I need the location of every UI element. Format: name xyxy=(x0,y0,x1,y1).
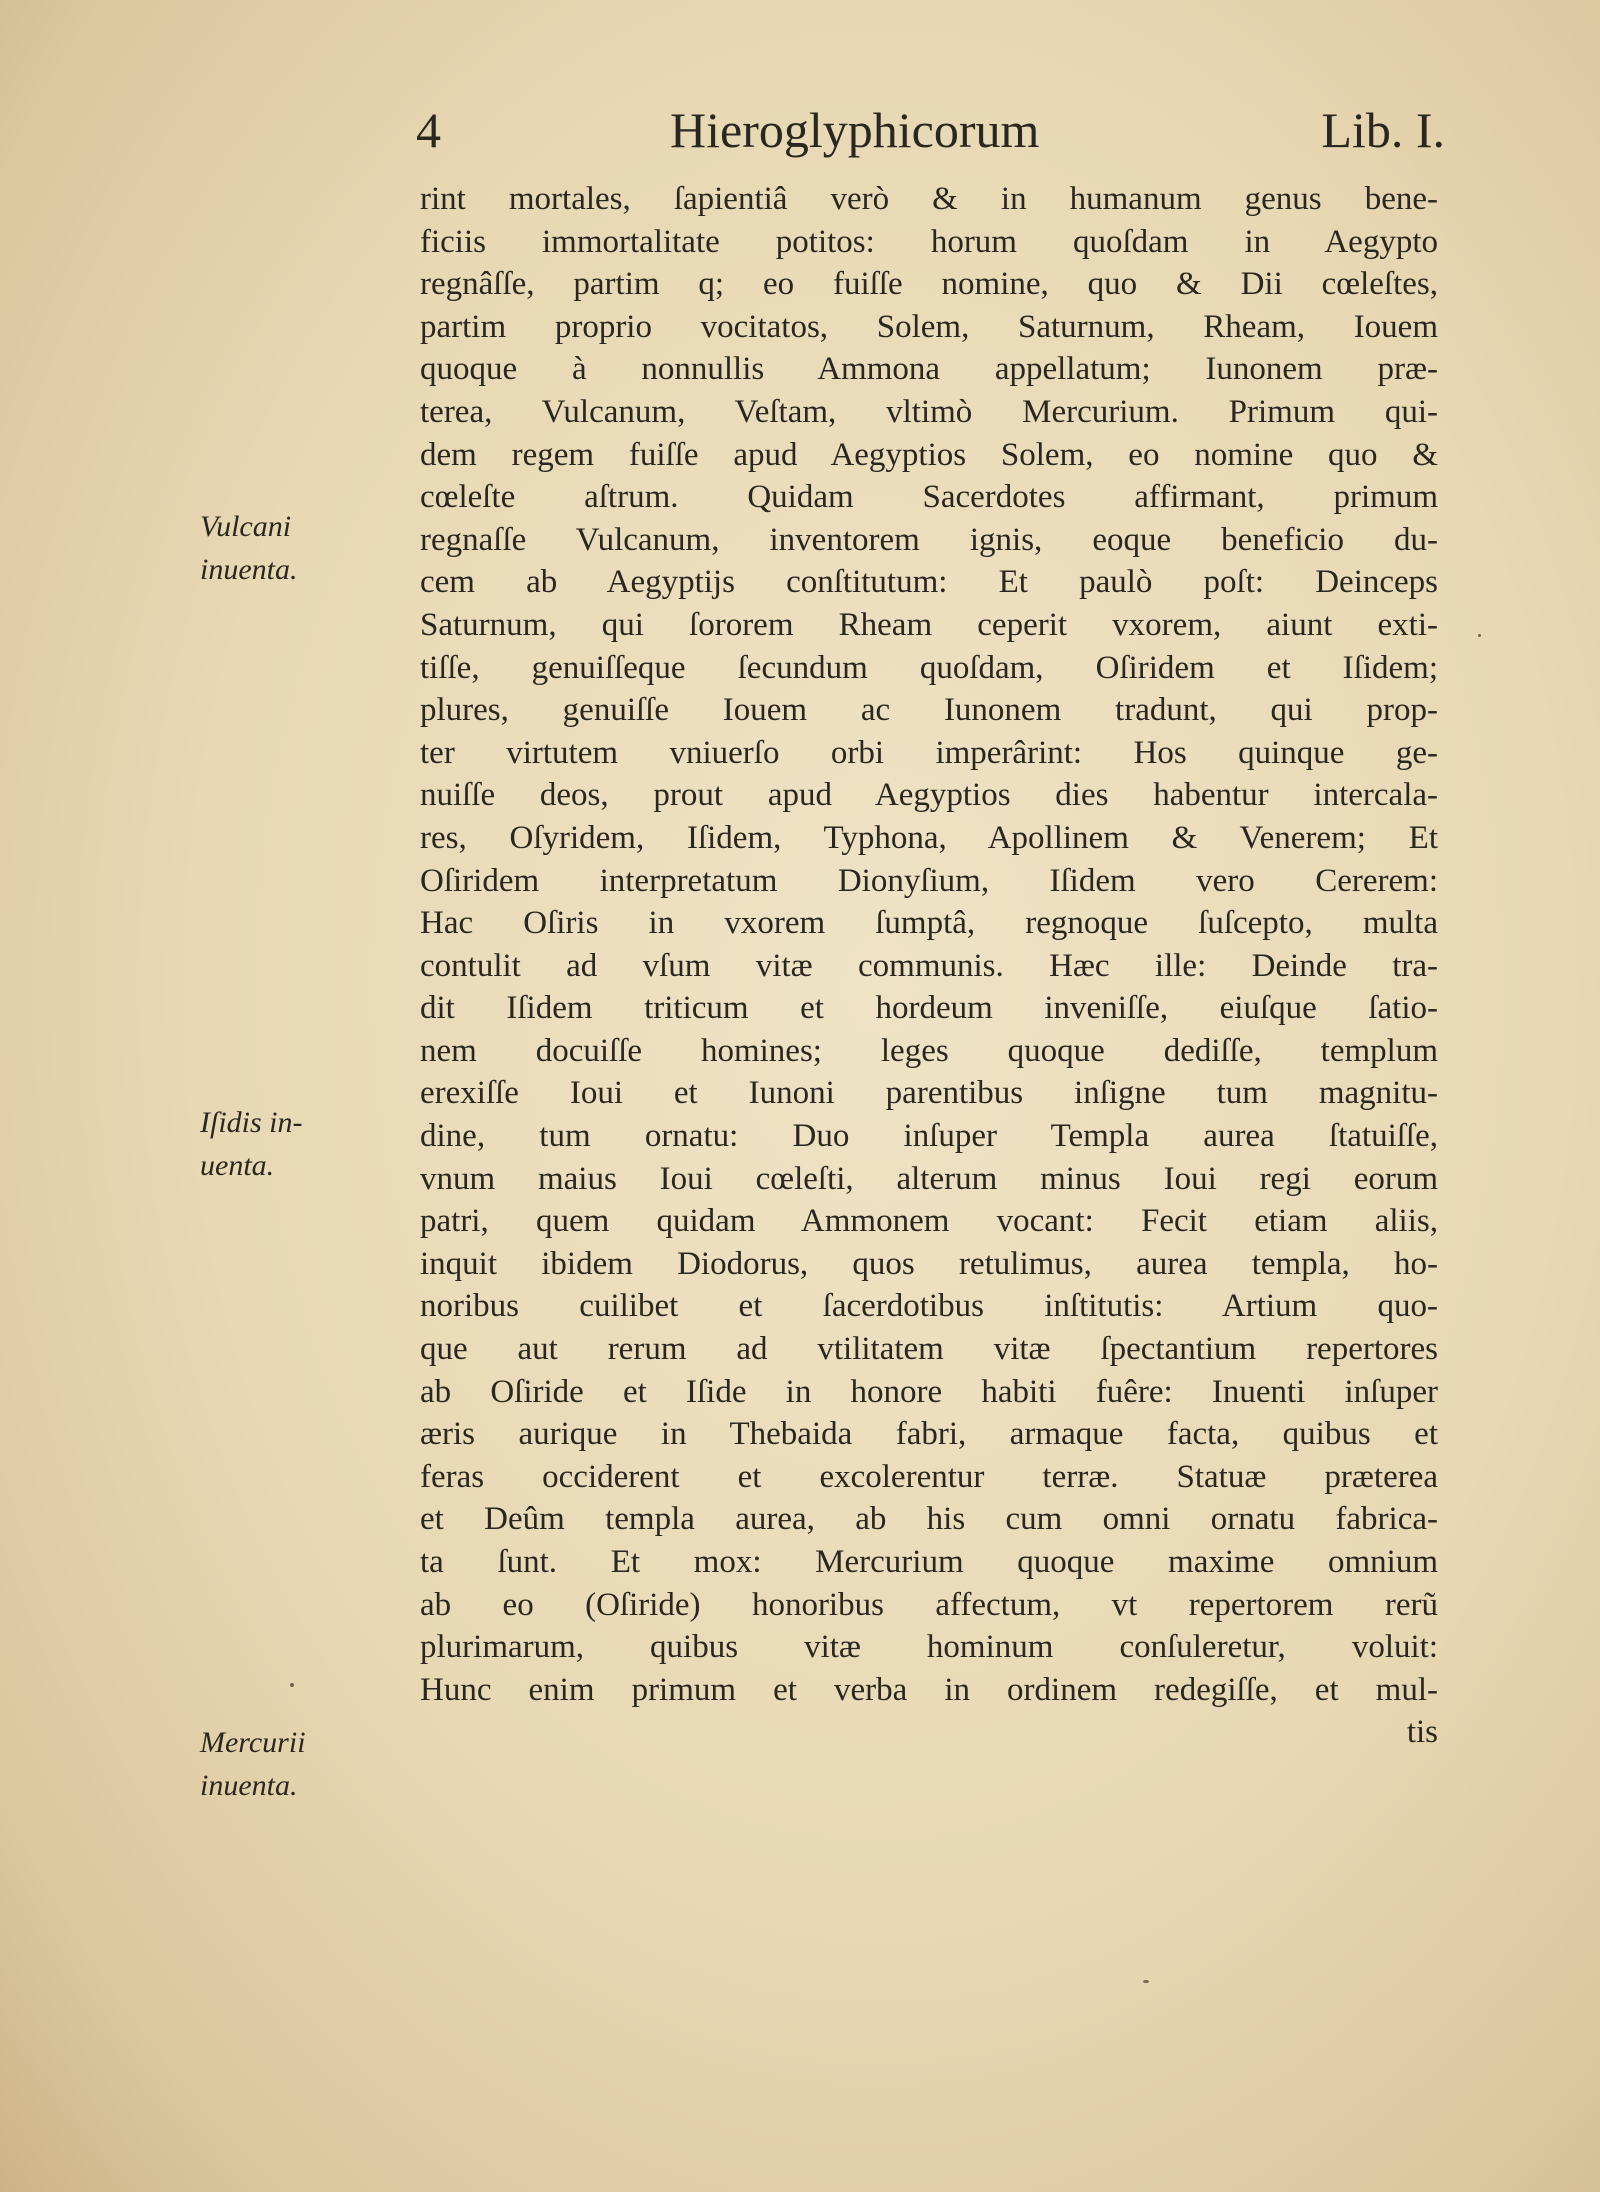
text-line: Saturnum, qui ſororem Rheam ceperit vxorem, aiunt exti- xyxy=(420,606,1438,643)
text-line: res, Oſyridem, Iſidem, Typhona, Apollinem & Venerem; Et xyxy=(420,819,1438,856)
text-line: regnaſſe Vulcanum, inventorem ignis, eoque beneficio du- xyxy=(420,521,1438,558)
paper-speck xyxy=(290,1683,294,1687)
margin-note-mercury xyxy=(200,1722,410,1807)
text-line: Hunc enim primum et verba in ordinem redegiſſe, et mul- xyxy=(420,1671,1438,1708)
book-part: Lib. I. xyxy=(1321,102,1445,158)
text-line: dine, tum ornatu: Duo inſuper Templa aurea ſtatuiſſe, xyxy=(420,1118,1438,1155)
text-line: Hac Oſiris in vxorem ſumptâ, regnoque ſuſcepto, multa xyxy=(420,905,1438,942)
text-line: patri, quem quidam Ammonem vocant: Fecit etiam aliis, xyxy=(420,1203,1438,1240)
text-line: dem regem fuiſſe apud Aegyptios Solem, eo nomine quo & xyxy=(420,436,1438,473)
text-line: ab eo (Oſiride) honoribus affectum, vt repertorem rerũ xyxy=(420,1586,1438,1623)
text-line: terea, Vulcanum, Veſtam, vltimò Mercurium. Primum qui- xyxy=(420,393,1438,430)
margin-note-line: Iſidis in- xyxy=(200,1106,303,1139)
text-line: tiſſe, genuiſſeque ſecundum quoſdam, Oſiridem et Iſidem; xyxy=(420,649,1438,686)
text-line: ta ſunt. Et mox: Mercurium quoque maxime omnium xyxy=(420,1544,1438,1580)
text-line: contulit ad vſum vitæ communis. Hæc ille: Deinde tra- xyxy=(420,947,1438,984)
text-line: nem docuiſſe homines; leges quoque dediſſe, templum xyxy=(420,1032,1438,1069)
margin-note-line: Vulcani xyxy=(200,510,292,543)
margin-note-line: inuenta. xyxy=(200,552,298,586)
text-line: cem ab Aegyptijs conſtitutum: Et paulò poſt: Deinceps xyxy=(420,564,1438,601)
text-line: et Deûm templa aurea, ab his cum omni ornatu fabrica- xyxy=(420,1501,1438,1538)
text-line: cœleſte aſtrum. Quidam Sacerdotes affirmant, primum xyxy=(420,479,1438,516)
text-line: dit Iſidem triticum et hordeum inveniſſe, eiuſque ſatio- xyxy=(420,990,1438,1027)
text-line: rint mortales, ſapientiâ verò & in humanum genus bene- xyxy=(420,181,1438,217)
margin-note-vulcan xyxy=(200,506,410,591)
margin-note-line: Mercurii xyxy=(200,1726,306,1759)
page-number: 4 xyxy=(416,102,441,158)
text-line: æris aurique in Thebaida fabri, armaque facta, quibus et xyxy=(420,1416,1438,1453)
margin-note-line: uenta. xyxy=(200,1148,275,1182)
text-line: erexiſſe Ioui et Iunoni parentibus inſigne tum magnitu- xyxy=(420,1075,1438,1112)
text-line: nuiſſe deos, prout apud Aegyptios dies habentur intercala- xyxy=(420,777,1438,814)
text-line: vnum maius Ioui cœleſti, alterum minus Ioui regi eorum xyxy=(420,1160,1438,1197)
text-line: partim proprio vocitatos, Solem, Saturnum, Rheam, Iouem xyxy=(420,308,1438,345)
margin-note-isis xyxy=(200,1102,410,1187)
text-line: ficiis immortalitate potitos: horum quoſdam in Aegypto xyxy=(420,223,1438,260)
text-line: regnâſſe, partim q; eo fuiſſe nomine, quo & Dii cœleſtes, xyxy=(420,266,1438,303)
paper-speck xyxy=(1143,1980,1149,1983)
text-line: ter virtutem vniuerſo orbi imperârint: Hos quinque ge- xyxy=(420,734,1438,771)
running-head xyxy=(410,95,1445,165)
text-line: plures, genuiſſe Iouem ac Iunonem tradunt, qui prop- xyxy=(420,692,1438,729)
main-text-block xyxy=(420,178,1438,1754)
text-line: inquit ibidem Diodorus, quos retulimus, aurea templa, ho- xyxy=(420,1245,1438,1282)
text-line: noribus cuilibet et ſacerdotibus inſtitutis: Artium quo- xyxy=(420,1288,1438,1325)
text-line: plurimarum, quibus vitæ hominum conſuleretur, voluit: xyxy=(420,1629,1438,1666)
text-line: Oſiridem interpretatum Dionyſium, Iſidem vero Cererem: xyxy=(420,862,1438,899)
book-title: Hieroglyphicorum xyxy=(670,102,1040,158)
paper-speck xyxy=(1478,634,1481,637)
catchword: tis xyxy=(1406,1714,1438,1751)
text-line: quoque à nonnullis Ammona appellatum; Iunonem præ- xyxy=(420,351,1438,388)
text-line: feras occiderent et excolerentur terræ. Statuæ præterea xyxy=(420,1458,1438,1495)
text-line: que aut rerum ad vtilitatem vitæ ſpectantium repertores xyxy=(420,1331,1438,1368)
text-line: ab Oſiride et Iſide in honore habiti fuêre: Inuenti inſuper xyxy=(420,1373,1438,1410)
margin-note-line: inuenta. xyxy=(200,1768,298,1802)
